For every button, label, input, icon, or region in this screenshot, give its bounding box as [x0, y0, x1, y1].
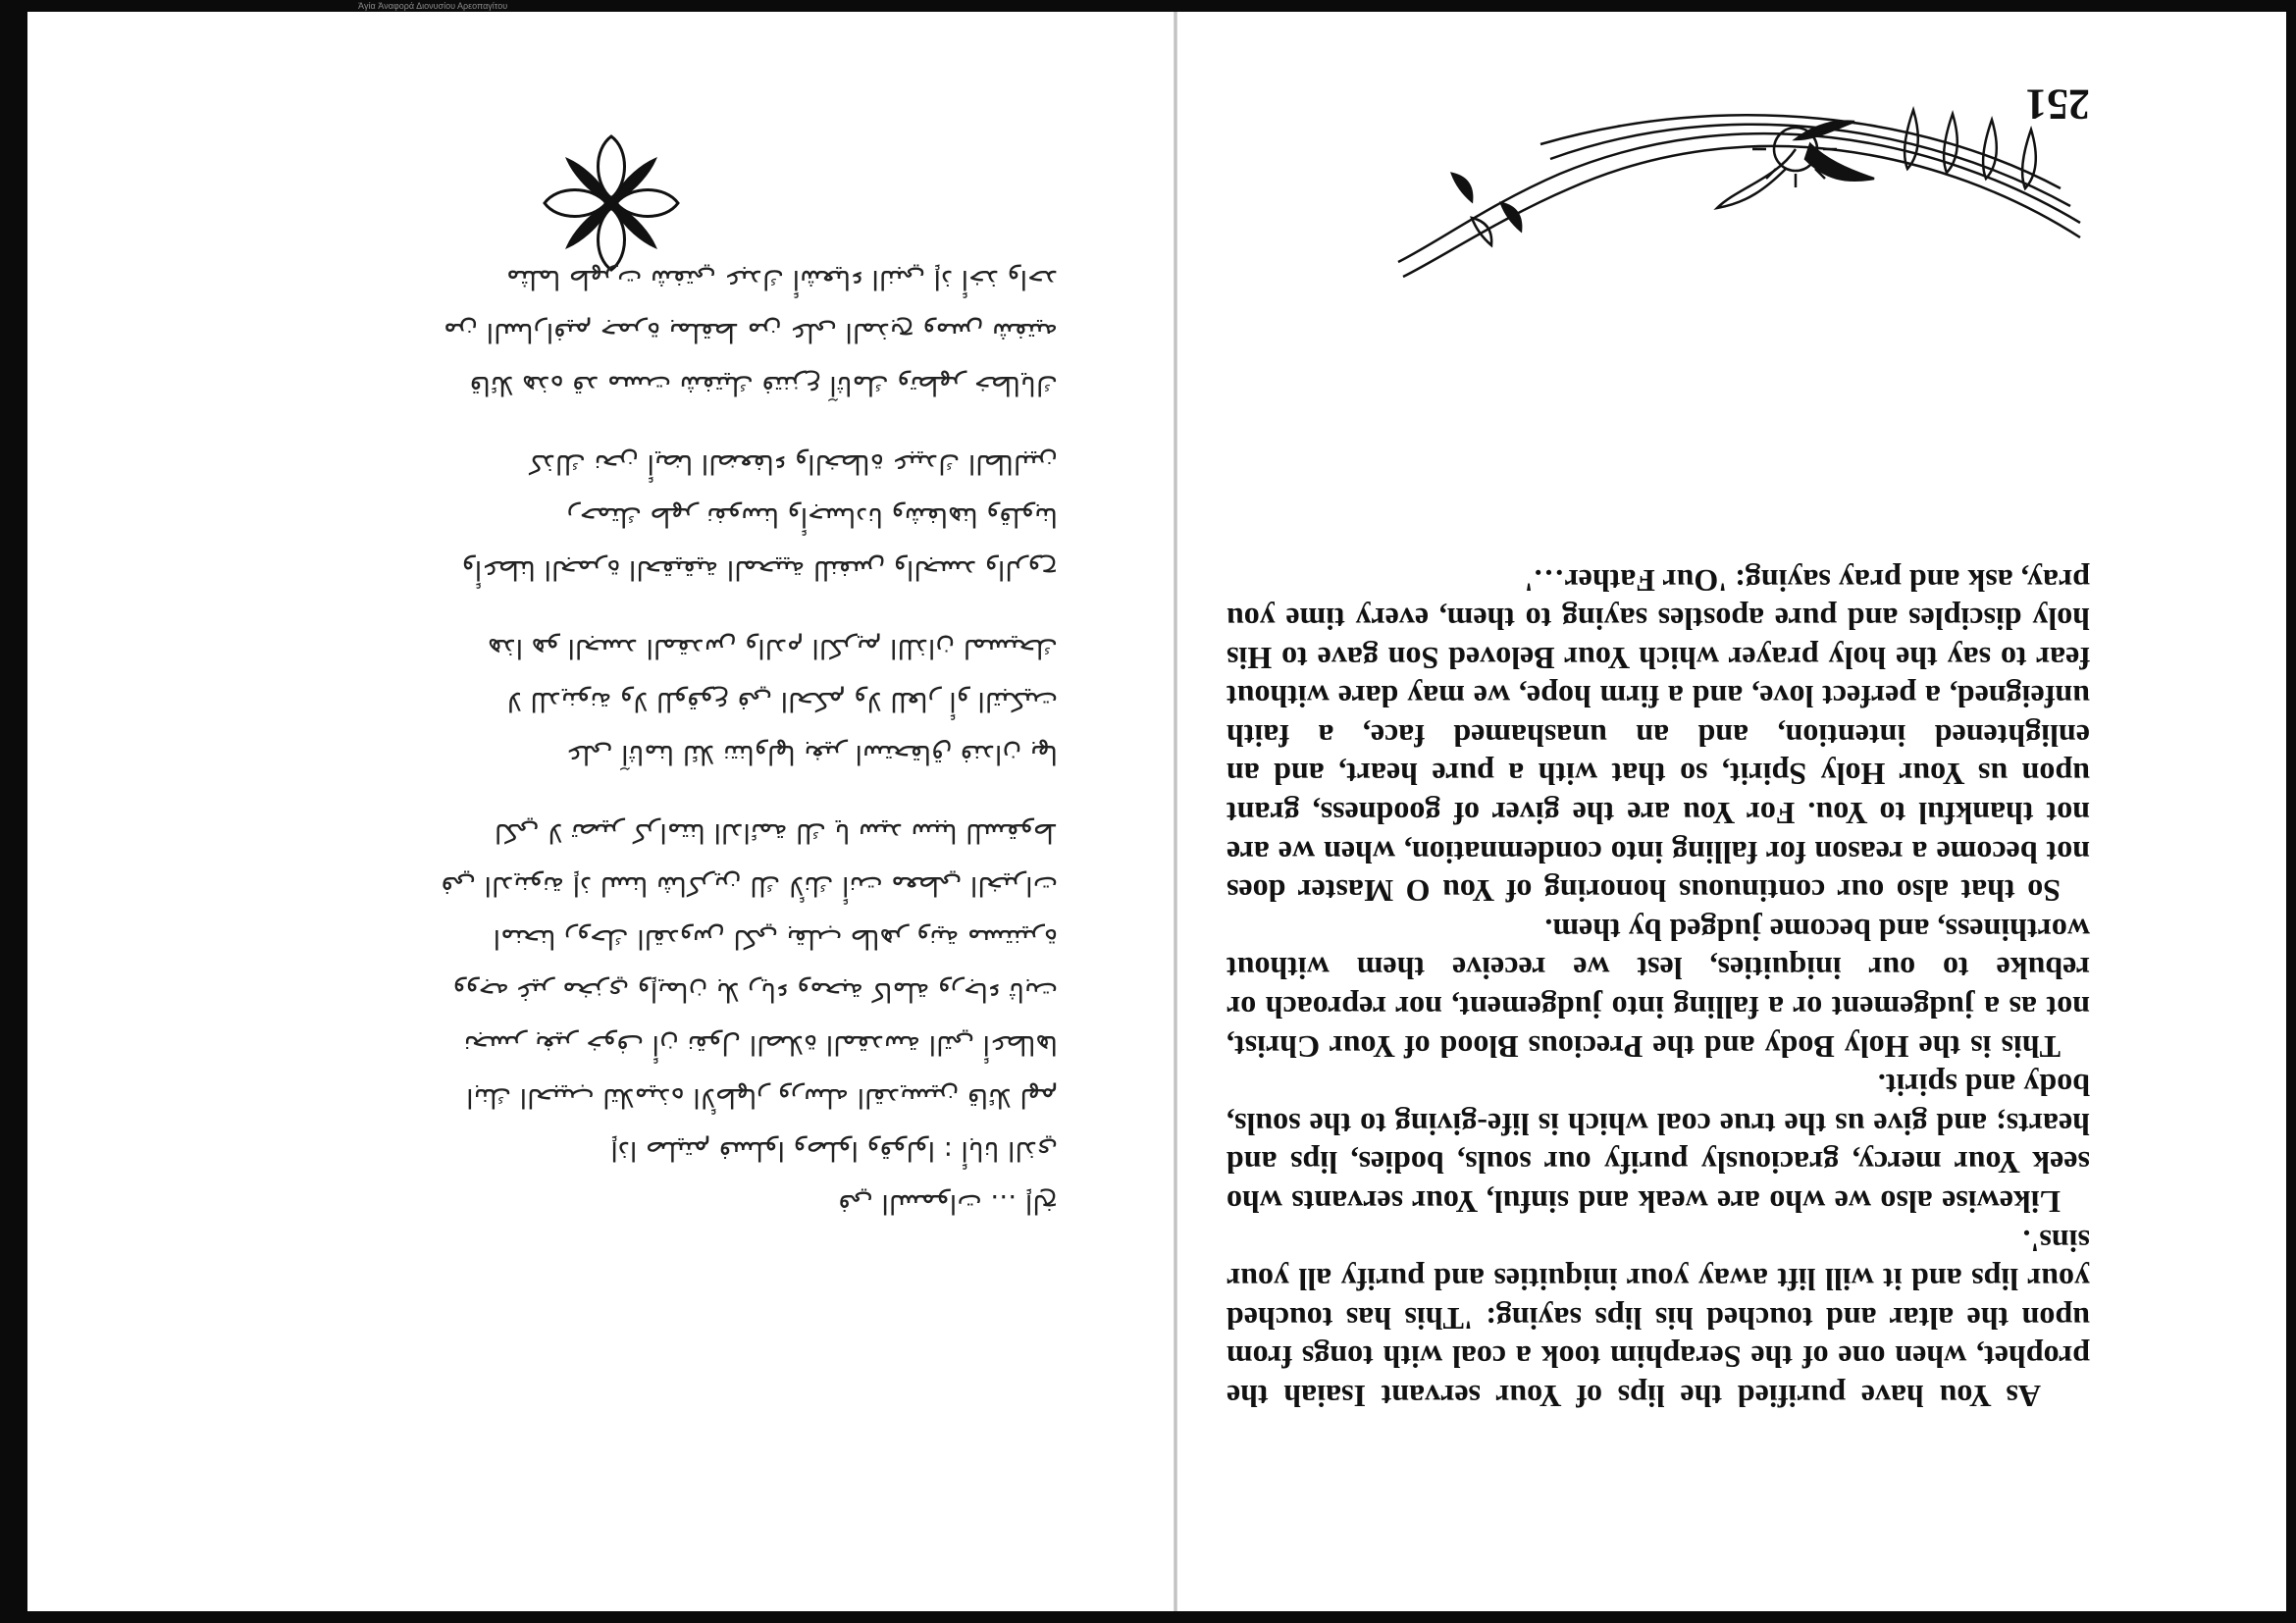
script-text-block [194, 252, 1058, 1230]
script-line: ﻻ ﻟﻠﺪﻳﻨﻮﻧﺔ ﻭﻻ ﻟﻠﻮﻗﻮﻉ ﻓﻲ ﺍﻟﺤﻜﻢ ﻭﻻ ﻟﻠﻌﺎﺭ ﺃﻭ ﺍﻟﺘﺒﻜﻴﺖ [506, 686, 1058, 716]
script-line: ﻭﻭﺟﻪ ﻏﻴﺮ ﻣﺨﺰﻱ ﻭﺇﻳﻤﺎﻥ ﺑﻼ ﺭﻳﺎﺀ ﻭﻣﺤﺒﺔ ﻛﺎﻣﻠﺔ ﻭﺭﺟﺎﺀ ﺛﺎﺑﺖ [452, 976, 1058, 1007]
paragraph-likewise: Likewise also we who are weak and sinful, Your servants who seek Your mercy, graciously purify our souls, bodies, lips and hearts; and give us the true coal which is life-giving to the souls, body and spirit. [1226, 1068, 2090, 1221]
top-strip-caption: Ἁγία Ἀναφορά Διονυσίου Αρεοπαγίτου [358, 1, 508, 11]
paragraph-isaiah: As You have purified the lips of Your servant Isaiah the prophet, when one of the Seraphim took a coal with tongs from upon the altar and touched his lips saying: 'This has touched your lips and it will lift away your iniquities and purify all your sins'. [1226, 1223, 2090, 1414]
paragraph-holy-body: This is the Holy Body and the Precious Blood of Your Christ, not as a judgement or a falling into judgement, nor reproach or rebuke to our iniquities, lest we receive them without worthiness, and become judged by them. [1226, 912, 2090, 1065]
script-line: ﻋﻠﻰ ﺁﺛﺎﻣﻨﺎ ﻟﺌﻼ ﻧﺘﻨﺎﻭﻟﻬﺎ ﺑﻐﻴﺮ ﺍﺳﺘﺤﻘﺎﻕ ﻓﻨﺪﺍﻥ ﺑﻬﺎ [565, 739, 1058, 769]
english-prayer-text [1226, 560, 2090, 1415]
page-number: 251 [2025, 80, 2090, 129]
script-line: ﻫﺬﺍ ﻫﻮ ﺍﻟﺠﺴﺪ ﺍﻟﻤﻘﺪﺱ ﻭﺍﻟﺪﻡ ﺍﻟﻜﺮﻳﻢ ﺍﻟﻠﺬﺍﻥ ﻟﻤﺴﻴﺤﻚ [488, 633, 1058, 663]
script-line: ﺍﻣﻨﺤﻨﺎ ﺭﻭﺣﻚ ﺍﻟﻘﺪﻭﺱ ﻟﻜﻲ ﺑﻘﻠﺐ ﻃﺎﻫﺮ ﻭﻧﻴﺔ ﻣﺴﺘﻨﻴﺮﺓ [493, 923, 1058, 954]
script-line: ﺍﺑﻨﻚ ﺍﻟﺤﺒﻴﺐ ﻟﺘﻼﻣﻴﺬﻩ ﺍﻷﻃﻬﺎﺭ ﻭﺭﺳﻠﻪ ﺍﻟﻘﺪﻳﺴﻴﻦ ﻗﺎﺋﻼ ﻟﻬﻢ [466, 1082, 1058, 1113]
script-line: ﻓﻲ ﺍﻟﺴﻤﻮﺍﺕ … ﺇﻟﺦ [838, 1188, 1058, 1219]
script-gap [194, 596, 1058, 621]
script-line: ﺭﺣﻤﺘﻚ ﻃﻬﺮ ﻧﻔﻮﺳﻨﺎ ﻭﺃﺟﺴﺎﺩﻧﺎ ﻭﺷﻔﺎﻫﻨﺎ ﻭﻗﻠﻮﺑﻨﺎ [566, 501, 1058, 532]
script-line: ﻟﻜﻲ ﻻ ﺗﺼﻴﺮ ﻛﺮﺍﻣﺘﻨﺎ ﺍﻟﺪﺍﺋﻤﺔ ﻟﻚ ﻳﺎ ﺳﻴﺪ ﺳﺒﺒﺎ ﻟﻠﺴﻘﻮﻁ [494, 817, 1058, 848]
upside-down-content [1177, 12, 2286, 1611]
right-page [1177, 12, 2286, 1611]
script-line: ﻣﻦ ﺍﻟﺴﺎﺭﺍﻓﻴﻢ ﺟﻤﺮﺓ ﺑﻤﻠﻘﻂ ﻣﻦ ﻋﻠﻰ ﺍﻟﻤﺬﺑﺢ ﻭﻣﺲ ﺷﻔﺘﻴﻪ [444, 317, 1058, 347]
script-line: ﺇﺫﺍ ﺻﻠﻴﺘﻢ ﻓﺴﻠﻮﺍ ﻭﺻﻠﻮﺍ ﻭﻗﻮﻟﻮﺍ : ﺃﺑﺎﻧﺎ ﺍﻟﺬﻱ [610, 1135, 1058, 1166]
script-line: ﻓﻲ ﺍﻟﺪﻳﻨﻮﻧﺔ ﺇﺫ ﻟﺴﻨﺎ ﺷﺎﻛﺮﻳﻦ ﻟﻚ ﻷﻧﻚ ﺃﻧﺖ ﻣﻌﻄﻲ ﺍﻟﺨﻴﺮﺍﺕ [441, 870, 1058, 901]
script-line: ﻧﺠﺴﺮ ﺑﻐﻴﺮ ﺧﻮﻑ ﺃﻥ ﻧﻘﻮﻝ ﺍﻟﺼﻼﺓ ﺍﻟﻤﻘﺪﺳﺔ ﺍﻟﺘﻲ ﺃﻋﻄﺎﻫﺎ [463, 1029, 1058, 1060]
script-gap [194, 780, 1058, 806]
paragraph-so-that: So that also our continuous honoring of You O Master does not become a reason for falling into condemnation, when we are not thankful to You. For You are the giver of goodness, grant upon us Your Holy Spirit, so that with a pure heart, and an enlightened intention, and an unashamed face, a faith unfeigned, a perfect love, and a firm hope, we may dare without fear to say the holy prayer which Your Beloved Son gave to His holy disciples and pure apostles saying to them, every time you pray, ask and pray saying: 'Our Father…' [1226, 562, 2090, 910]
script-gap [194, 411, 1058, 437]
dove-with-flames-icon [1383, 100, 2090, 296]
left-page [27, 12, 1174, 1611]
script-line: ﻗﺎﺋﻼ ﻫﺬﻩ ﻗﺪ ﻣﺴﺖ ﺷﻔﺘﻴﻚ ﻓﺘﻨﺰﻉ ﺁﺛﺎﻣﻚ ﻭﺗﻄﻬﺮ ﺧﻄﺎﻳﺎﻙ [469, 370, 1058, 400]
script-line: ﻛﺬﻟﻚ ﻧﺤﻦ ﺃﻳﻀﺎ ﺍﻟﻀﻌﻔﺎﺀ ﻭﺍﻟﺨﻄﺎﺓ ﻋﺒﻴﺪﻙ ﺍﻟﻄﺎﻟﺒﻴﻦ [528, 448, 1058, 479]
script-line: ﻣﺜﻠﻤﺎ ﻃﻬﺮﺕ ﺷﻔﺘﻲ ﻋﺒﺪﻙ ﺃﺷﻌﻴﺎﺀ ﺍﻟﻨﺒﻲ ﺇﺫ ﺃﺧﺬ ﻭﺍﺣﺪ [506, 264, 1058, 294]
script-line: ﻭﺃﻋﻄﻨﺎ ﺍﻟﺠﻤﺮﺓ ﺍﻟﺤﻘﻴﻘﻴﺔ ﺍﻟﻤﺤﻴﻴﺔ ﻟﻠﻨﻔﺲ ﻭﺍﻟﺠﺴﺪ ﻭﺍﻟﺮﻭﺡ [461, 554, 1058, 585]
